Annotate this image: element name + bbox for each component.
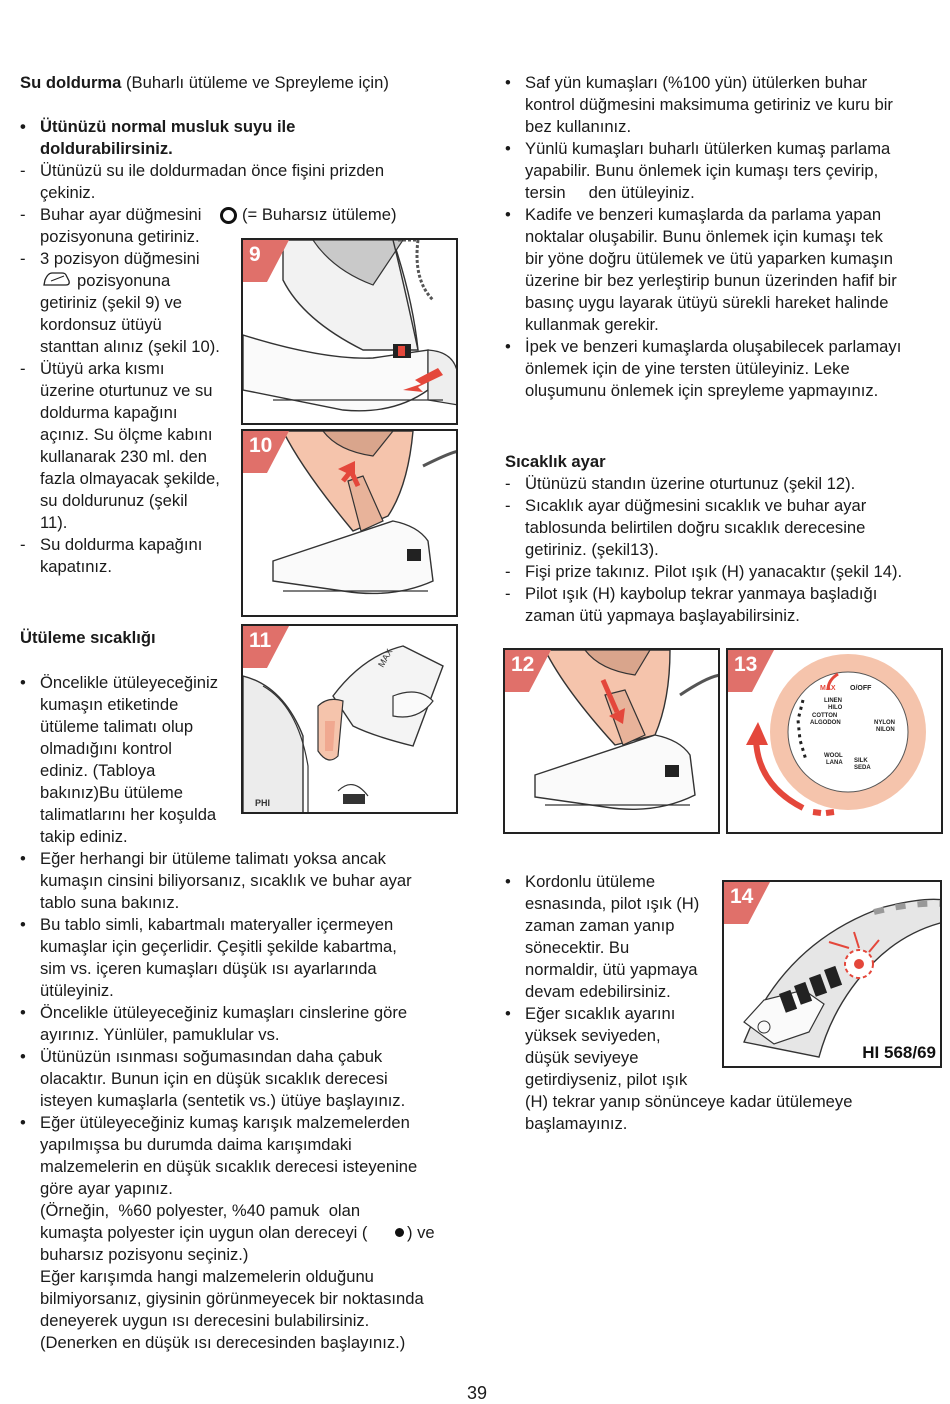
figure-13 (726, 648, 943, 834)
one-dot-icon (395, 1228, 404, 1237)
dial-silk-label: SILK (854, 758, 868, 764)
figure-number-badge: 10 (243, 431, 301, 473)
figure-number-badge: 13 (728, 650, 786, 692)
figure-number-badge: 12 (505, 650, 563, 692)
dial-nilon-label: NILON (876, 727, 895, 733)
svg-text:PHI: PHI (255, 798, 271, 808)
heat-heading: Sıcaklık ayar (505, 452, 606, 471)
dial-cotton-label: COTTON (812, 713, 838, 719)
dial-wool-label: WOOL (824, 753, 843, 759)
figure-number-badge: 11 (243, 626, 301, 668)
figure-14 (722, 880, 942, 1068)
figure-10 (241, 429, 458, 617)
steam-off-icon (220, 207, 237, 224)
page-number: 39 (467, 1383, 488, 1403)
iron-position-icon (42, 272, 72, 294)
dial-algodon-label: ALGODON (810, 720, 841, 726)
temp-heading: Ütüleme sıcaklığı (20, 628, 156, 647)
figure-number-badge: 14 (724, 882, 782, 924)
fill-heading-suffix: (Buharlı ütüleme ve Spreyleme için) (121, 73, 389, 92)
figure-12 (503, 648, 720, 834)
dial-off-label: O/OFF (850, 685, 872, 692)
dial-seda-label: SEDA (854, 765, 871, 771)
dial-max-label: MAX (820, 685, 836, 692)
figure-11 (241, 624, 458, 814)
fill-heading: Su doldurma (20, 73, 122, 92)
dial-hilo-label: HILO (828, 705, 843, 711)
dial-linen-label: LINEN (824, 698, 842, 704)
figure-9 (241, 238, 458, 425)
dial-lana-label: LANA (826, 760, 843, 766)
section-fill-heading (20, 72, 389, 94)
max-label: MAX (376, 647, 395, 669)
figure-number-badge: 9 (243, 240, 301, 282)
dial-nylon-label: NYLON (874, 720, 895, 726)
model-number: HI 568/69 (862, 1042, 936, 1062)
